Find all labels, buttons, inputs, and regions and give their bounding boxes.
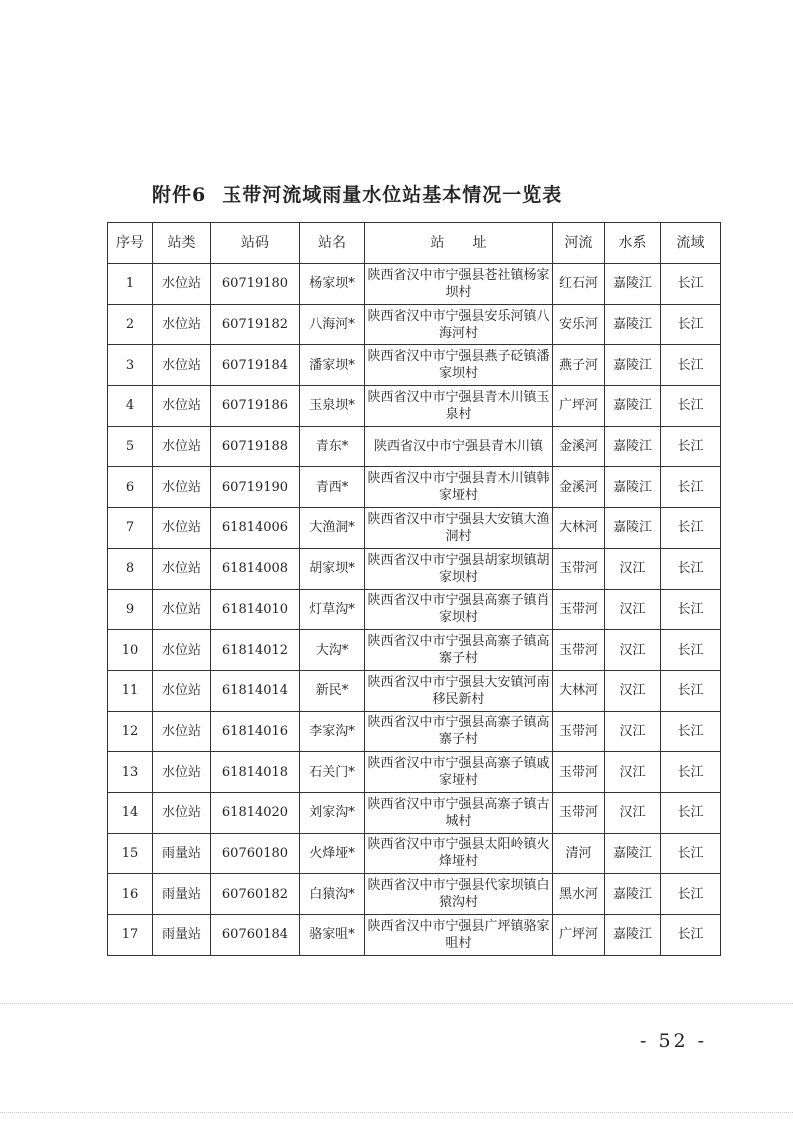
station-name: 八海河* xyxy=(300,304,365,345)
divider-line xyxy=(0,1112,793,1113)
column-header: 序号 xyxy=(108,223,153,264)
station-name: 灯草沟* xyxy=(300,589,365,630)
water-system: 嘉陵江 xyxy=(605,386,661,427)
station-type: 雨量站 xyxy=(153,874,211,915)
row-number: 2 xyxy=(108,304,153,345)
station-code: 61814010 xyxy=(211,589,300,630)
station-address: 陕西省汉中市宁强县高寨子镇高寨子村 xyxy=(365,711,553,752)
station-type: 水位站 xyxy=(153,426,211,467)
water-system: 汉江 xyxy=(605,711,661,752)
page-number: - 52 - xyxy=(640,1030,708,1052)
station-code: 61814020 xyxy=(211,792,300,833)
station-name: 骆家咀* xyxy=(300,915,365,956)
river-name: 大林河 xyxy=(553,670,605,711)
station-type: 水位站 xyxy=(153,345,211,386)
station-name: 潘家坝* xyxy=(300,345,365,386)
table-body xyxy=(108,264,721,956)
water-system: 汉江 xyxy=(605,792,661,833)
table-row xyxy=(108,874,721,915)
river-name: 广坪河 xyxy=(553,386,605,427)
column-header: 站 址 xyxy=(365,223,553,264)
station-name: 大渔洞* xyxy=(300,508,365,549)
table-row xyxy=(108,304,721,345)
station-type: 水位站 xyxy=(153,630,211,671)
water-system: 汉江 xyxy=(605,589,661,630)
river-name: 红石河 xyxy=(553,264,605,305)
station-type: 水位站 xyxy=(153,304,211,345)
station-address: 陕西省汉中市宁强县青木川镇玉泉村 xyxy=(365,386,553,427)
station-name: 玉泉坝* xyxy=(300,386,365,427)
station-code: 60719186 xyxy=(211,386,300,427)
station-address: 陕西省汉中市宁强县高寨子镇古城村 xyxy=(365,792,553,833)
basin-name: 长江 xyxy=(661,874,721,915)
river-name: 玉带河 xyxy=(553,589,605,630)
row-number: 9 xyxy=(108,589,153,630)
basin-name: 长江 xyxy=(661,915,721,956)
basin-name: 长江 xyxy=(661,508,721,549)
title-label: 附件6 xyxy=(152,184,207,206)
water-system: 嘉陵江 xyxy=(605,304,661,345)
station-type: 水位站 xyxy=(153,548,211,589)
station-code: 61814012 xyxy=(211,630,300,671)
row-number: 11 xyxy=(108,670,153,711)
station-address: 陕西省汉中市宁强县太阳岭镇火烽垭村 xyxy=(365,833,553,874)
row-number: 16 xyxy=(108,874,153,915)
table-row xyxy=(108,264,721,305)
water-system: 嘉陵江 xyxy=(605,915,661,956)
station-address: 陕西省汉中市宁强县胡家坝镇胡家坝村 xyxy=(365,548,553,589)
station-address: 陕西省汉中市宁强县安乐河镇八海河村 xyxy=(365,304,553,345)
river-name: 金溪河 xyxy=(553,426,605,467)
station-name: 新民* xyxy=(300,670,365,711)
station-type: 水位站 xyxy=(153,711,211,752)
row-number: 5 xyxy=(108,426,153,467)
station-address: 陕西省汉中市宁强县广坪镇骆家咀村 xyxy=(365,915,553,956)
station-name: 李家沟* xyxy=(300,711,365,752)
row-number: 15 xyxy=(108,833,153,874)
station-name: 杨家坝* xyxy=(300,264,365,305)
table-row xyxy=(108,792,721,833)
station-name: 火烽垭* xyxy=(300,833,365,874)
station-name: 白猿沟* xyxy=(300,874,365,915)
row-number: 10 xyxy=(108,630,153,671)
water-system: 嘉陵江 xyxy=(605,345,661,386)
row-number: 12 xyxy=(108,711,153,752)
river-name: 金溪河 xyxy=(553,467,605,508)
water-system: 嘉陵江 xyxy=(605,426,661,467)
basin-name: 长江 xyxy=(661,833,721,874)
basin-name: 长江 xyxy=(661,264,721,305)
stations-table xyxy=(107,222,721,956)
table-row xyxy=(108,752,721,793)
river-name: 燕子河 xyxy=(553,345,605,386)
basin-name: 长江 xyxy=(661,304,721,345)
water-system: 嘉陵江 xyxy=(605,508,661,549)
station-name: 胡家坝* xyxy=(300,548,365,589)
column-header: 站码 xyxy=(211,223,300,264)
station-name: 青西* xyxy=(300,467,365,508)
basin-name: 长江 xyxy=(661,386,721,427)
water-system: 汉江 xyxy=(605,670,661,711)
station-code: 61814016 xyxy=(211,711,300,752)
station-name: 青东* xyxy=(300,426,365,467)
station-type: 水位站 xyxy=(153,670,211,711)
row-number: 4 xyxy=(108,386,153,427)
row-number: 1 xyxy=(108,264,153,305)
table-row xyxy=(108,711,721,752)
station-address: 陕西省汉中市宁强县大安镇大渔洞村 xyxy=(365,508,553,549)
station-code: 61814008 xyxy=(211,548,300,589)
table-row xyxy=(108,467,721,508)
table-row xyxy=(108,589,721,630)
basin-name: 长江 xyxy=(661,426,721,467)
station-address: 陕西省汉中市宁强县代家坝镇白猿沟村 xyxy=(365,874,553,915)
station-address: 陕西省汉中市宁强县高寨子镇肖家坝村 xyxy=(365,589,553,630)
river-name: 清河 xyxy=(553,833,605,874)
table-row xyxy=(108,548,721,589)
station-code: 60719188 xyxy=(211,426,300,467)
water-system: 嘉陵江 xyxy=(605,874,661,915)
station-code: 60760182 xyxy=(211,874,300,915)
station-address: 陕西省汉中市宁强县青木川镇韩家垭村 xyxy=(365,467,553,508)
table-row xyxy=(108,670,721,711)
row-number: 3 xyxy=(108,345,153,386)
station-code: 60760184 xyxy=(211,915,300,956)
station-code: 61814018 xyxy=(211,752,300,793)
basin-name: 长江 xyxy=(661,752,721,793)
basin-name: 长江 xyxy=(661,630,721,671)
basin-name: 长江 xyxy=(661,589,721,630)
basin-name: 长江 xyxy=(661,345,721,386)
table-row xyxy=(108,426,721,467)
row-number: 17 xyxy=(108,915,153,956)
river-name: 黑水河 xyxy=(553,874,605,915)
station-type: 水位站 xyxy=(153,386,211,427)
river-name: 玉带河 xyxy=(553,630,605,671)
table-row xyxy=(108,833,721,874)
station-type: 雨量站 xyxy=(153,833,211,874)
table-row xyxy=(108,345,721,386)
station-code: 61814014 xyxy=(211,670,300,711)
water-system: 汉江 xyxy=(605,630,661,671)
station-type: 水位站 xyxy=(153,508,211,549)
table-header-row xyxy=(108,223,721,264)
water-system: 嘉陵江 xyxy=(605,833,661,874)
station-type: 水位站 xyxy=(153,752,211,793)
station-type: 雨量站 xyxy=(153,915,211,956)
row-number: 13 xyxy=(108,752,153,793)
river-name: 玉带河 xyxy=(553,711,605,752)
river-name: 玉带河 xyxy=(553,792,605,833)
station-address: 陕西省汉中市宁强县大安镇河南移民新村 xyxy=(365,670,553,711)
title-text: 玉带河流域雨量水位站基本情况一览表 xyxy=(222,184,563,206)
station-code: 61814006 xyxy=(211,508,300,549)
document-title xyxy=(152,180,672,207)
station-name: 大沟* xyxy=(300,630,365,671)
column-header: 水系 xyxy=(605,223,661,264)
water-system: 嘉陵江 xyxy=(605,467,661,508)
station-address: 陕西省汉中市宁强县燕子砭镇潘家坝村 xyxy=(365,345,553,386)
table-row xyxy=(108,915,721,956)
river-name: 广坪河 xyxy=(553,915,605,956)
table-row xyxy=(108,386,721,427)
station-address: 陕西省汉中市宁强县高寨子镇高寨子村 xyxy=(365,630,553,671)
basin-name: 长江 xyxy=(661,711,721,752)
station-type: 水位站 xyxy=(153,589,211,630)
river-name: 大林河 xyxy=(553,508,605,549)
station-code: 60719184 xyxy=(211,345,300,386)
column-header: 流域 xyxy=(661,223,721,264)
row-number: 6 xyxy=(108,467,153,508)
column-header: 站类 xyxy=(153,223,211,264)
station-name: 刘家沟* xyxy=(300,792,365,833)
water-system: 汉江 xyxy=(605,752,661,793)
station-type: 水位站 xyxy=(153,792,211,833)
divider-line xyxy=(0,1003,793,1004)
basin-name: 长江 xyxy=(661,670,721,711)
water-system: 嘉陵江 xyxy=(605,264,661,305)
table-row xyxy=(108,630,721,671)
station-type: 水位站 xyxy=(153,264,211,305)
station-address: 陕西省汉中市宁强县高寨子镇戚家垭村 xyxy=(365,752,553,793)
station-type: 水位站 xyxy=(153,467,211,508)
station-code: 60760180 xyxy=(211,833,300,874)
station-code: 60719180 xyxy=(211,264,300,305)
station-address: 陕西省汉中市宁强县青木川镇 xyxy=(365,426,553,467)
station-address: 陕西省汉中市宁强县苍社镇杨家坝村 xyxy=(365,264,553,305)
water-system: 汉江 xyxy=(605,548,661,589)
station-code: 60719182 xyxy=(211,304,300,345)
station-code: 60719190 xyxy=(211,467,300,508)
river-name: 玉带河 xyxy=(553,548,605,589)
basin-name: 长江 xyxy=(661,548,721,589)
row-number: 8 xyxy=(108,548,153,589)
row-number: 14 xyxy=(108,792,153,833)
basin-name: 长江 xyxy=(661,792,721,833)
table-row xyxy=(108,508,721,549)
river-name: 玉带河 xyxy=(553,752,605,793)
column-header: 站名 xyxy=(300,223,365,264)
basin-name: 长江 xyxy=(661,467,721,508)
row-number: 7 xyxy=(108,508,153,549)
river-name: 安乐河 xyxy=(553,304,605,345)
column-header: 河流 xyxy=(553,223,605,264)
station-name: 石关门* xyxy=(300,752,365,793)
